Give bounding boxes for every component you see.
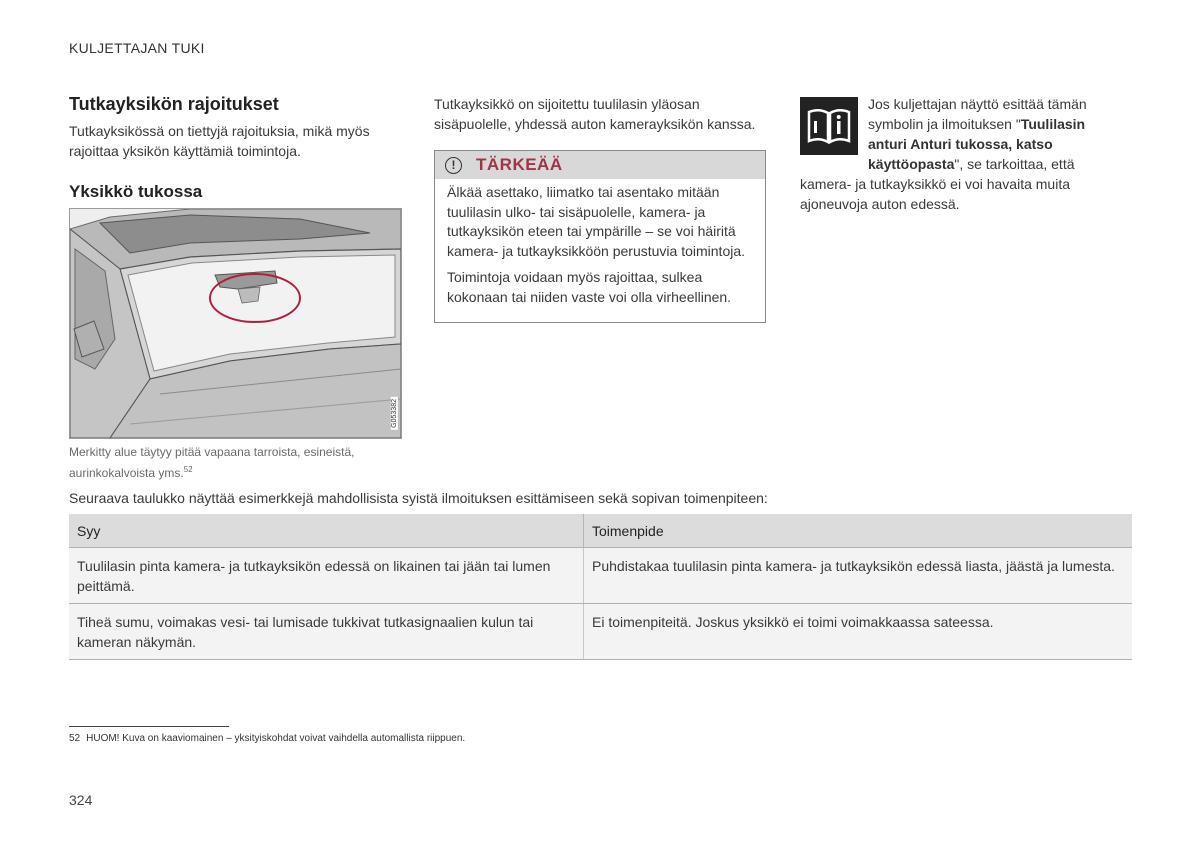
- car-windshield-drawing: [70, 209, 401, 438]
- running-header: KULJETTAJAN TUKI: [69, 40, 205, 56]
- radar-location-text: Tutkayksikkö on sijoitettu tuulilasin yläosan sisäpuolelle, yhdessä auton kamerayksikön kanssa.: [434, 96, 756, 132]
- figure-code: G053382: [391, 399, 398, 428]
- windshield-illustration: [69, 208, 402, 439]
- left-column: [69, 94, 404, 482]
- important-paragraph-1: Älkää asettako, liimatko tai asentako mitään tuulilasin ulko- tai sisäpuolelle, kamera- ja tutkayksikön eteen tai ympärille – se voi häiritä kamera- ja tutkayksikköön perustuvia toimintoja.: [447, 184, 746, 259]
- footnote-text: HUOM! Kuva on kaaviomainen – yksityiskohdat voivat vaihdella automallista riippuen.: [86, 733, 466, 744]
- caption-text: Merkitty alue täytyy pitää vapaana tarroista, esineistä, aurinkokalvoista yms.: [69, 445, 355, 480]
- footnote: [69, 733, 465, 744]
- caption-footnote-ref: 52: [183, 465, 193, 474]
- manual-book-icon: [800, 97, 858, 155]
- section-intro: Tutkayksikössä on tiettyjä rajoituksia, mikä myös rajoittaa yksikön käyttämiä toimintoja.: [69, 123, 370, 159]
- table-intro: Seuraava taulukko näyttää esimerkkejä mahdollisista syistä ilmoituksen esittämiseen sekä sopivan toimenpiteen:: [69, 490, 768, 506]
- header-cause: Syy: [69, 514, 584, 548]
- warning-text-after: ", se tarkoittaa, että kamera- ja tutkayksikkö ei voi havaita muita ajoneuvoja auton edessä.: [800, 156, 1075, 212]
- subsection-title: Yksikkö tukossa: [69, 182, 203, 201]
- warning-icon: !: [445, 157, 462, 174]
- table-row: [69, 548, 1132, 604]
- footnote-divider: [69, 726, 229, 727]
- middle-column: [434, 94, 766, 323]
- warning-message: Tuulilasin anturi Anturi tukossa, katso käyttöopasta: [868, 116, 1086, 172]
- important-header: [435, 151, 765, 179]
- figure-caption: [69, 444, 404, 482]
- cause-cell: Tuulilasin pinta kamera- ja tutkayksikön edessä on likainen tai jään tai lumen peittämä.: [69, 548, 584, 604]
- table-header-row: [69, 514, 1132, 548]
- action-cell: Ei toimenpiteitä. Joskus yksikkö ei toimi voimakkaassa sateessa.: [584, 604, 1133, 660]
- footnote-number: 52: [69, 733, 81, 744]
- important-title: TÄRKEÄÄ: [476, 155, 563, 174]
- cause-cell: Tiheä sumu, voimakas vesi- tai lumisade tukkivat tutkasignaalien kulun tai kameran näkymän.: [69, 604, 584, 660]
- important-box: [434, 150, 766, 323]
- page-number: 324: [69, 792, 93, 808]
- warning-text-before: Jos kuljettajan näyttö esittää tämän symbolin ja ilmoituksen ": [868, 96, 1087, 132]
- causes-table: [69, 514, 1132, 660]
- action-cell: Puhdistakaa tuulilasin pinta kamera- ja tutkayksikön edessä liasta, jäästä ja lumesta.: [584, 548, 1133, 604]
- important-body: [435, 179, 765, 322]
- section-title: Tutkayksikön rajoitukset: [69, 94, 279, 114]
- right-column: [800, 94, 1122, 214]
- header-action: Toimenpide: [584, 514, 1133, 548]
- important-paragraph-2: Toimintoja voidaan myös rajoittaa, sulkea kokonaan tai niiden vaste voi olla virheellinen.: [447, 269, 732, 305]
- table-row: [69, 604, 1132, 660]
